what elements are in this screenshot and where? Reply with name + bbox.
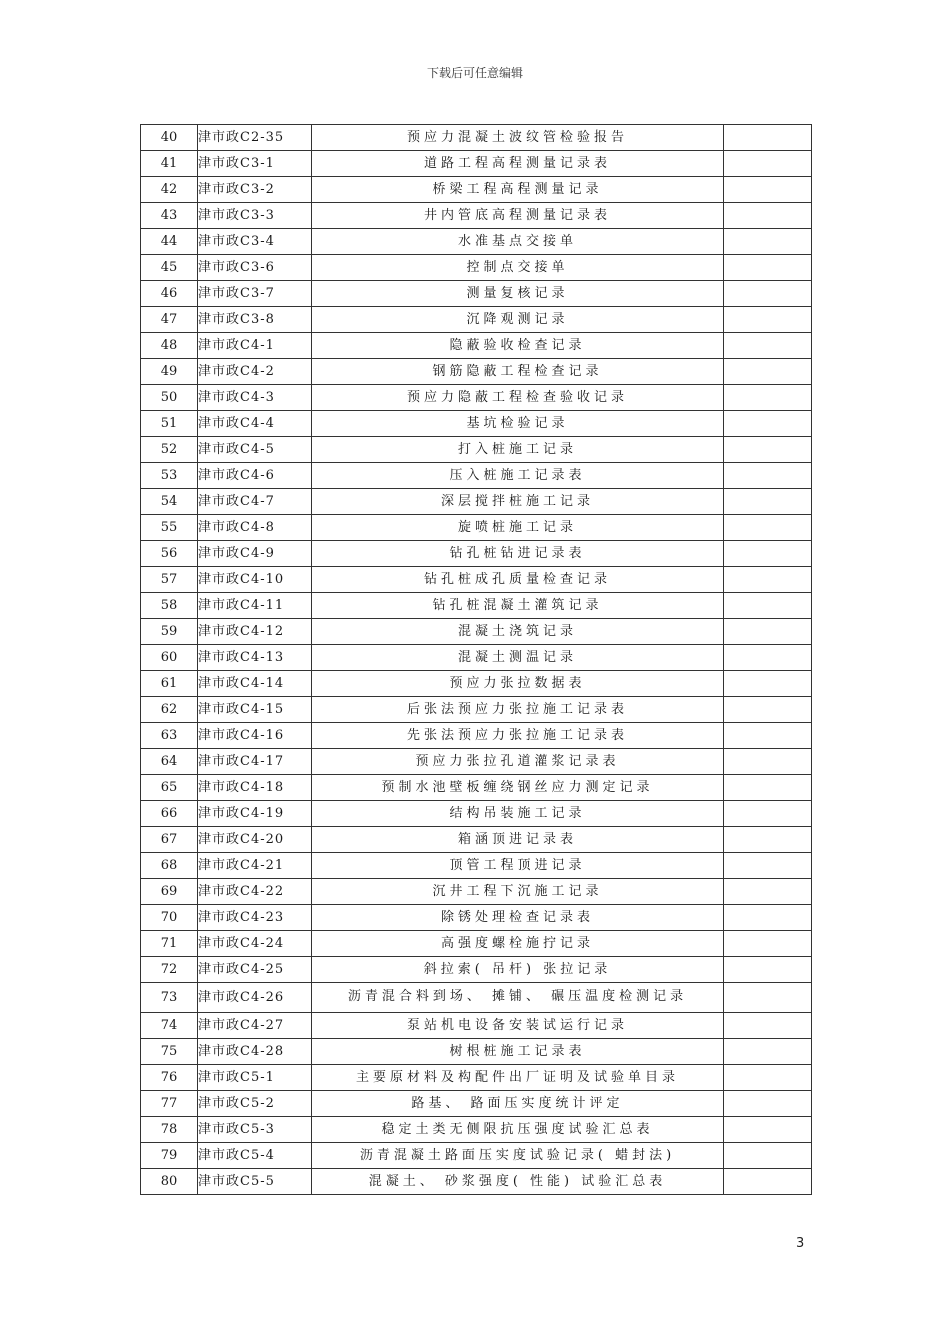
row-code: 津市政C4-23	[198, 905, 312, 931]
row-code: 津市政C4-27	[198, 1012, 312, 1038]
row-note	[724, 151, 812, 177]
table-row	[141, 801, 812, 827]
row-name: 隐蔽验收检查记录	[312, 333, 724, 359]
row-number: 49	[141, 359, 198, 385]
table-row	[141, 723, 812, 749]
row-name: 预应力张拉孔道灌浆记录表	[312, 749, 724, 775]
row-note	[724, 541, 812, 567]
row-name: 钻孔桩钻进记录表	[312, 541, 724, 567]
row-note	[724, 489, 812, 515]
row-name: 压入桩施工记录表	[312, 463, 724, 489]
row-code: 津市政C4-14	[198, 671, 312, 697]
table-row	[141, 203, 812, 229]
table-row	[141, 671, 812, 697]
table-row	[141, 957, 812, 983]
table-row	[141, 437, 812, 463]
row-number: 70	[141, 905, 198, 931]
row-name: 箱涵顶进记录表	[312, 827, 724, 853]
row-note	[724, 203, 812, 229]
row-note	[724, 1116, 812, 1142]
table-row	[141, 567, 812, 593]
row-name: 混凝土浇筑记录	[312, 619, 724, 645]
row-number: 63	[141, 723, 198, 749]
row-code: 津市政C5-4	[198, 1142, 312, 1168]
row-name: 顶管工程顶进记录	[312, 853, 724, 879]
table-row	[141, 489, 812, 515]
table-row	[141, 229, 812, 255]
table-row	[141, 463, 812, 489]
row-code: 津市政C4-6	[198, 463, 312, 489]
document-table	[140, 124, 812, 1195]
row-code: 津市政C4-9	[198, 541, 312, 567]
row-name: 泵站机电设备安装试运行记录	[312, 1012, 724, 1038]
table-row	[141, 125, 812, 151]
row-note	[724, 775, 812, 801]
row-name: 钻孔桩成孔质量检查记录	[312, 567, 724, 593]
table-row	[141, 385, 812, 411]
table-row	[141, 905, 812, 931]
row-name: 混凝土测温记录	[312, 645, 724, 671]
row-name: 沉降观测记录	[312, 307, 724, 333]
row-note	[724, 567, 812, 593]
row-name: 混凝土、 砂浆强度( 性能) 试验汇总表	[312, 1168, 724, 1194]
row-name: 井内管底高程测量记录表	[312, 203, 724, 229]
row-name: 稳定土类无侧限抗压强度试验汇总表	[312, 1116, 724, 1142]
row-number: 45	[141, 255, 198, 281]
table-row	[141, 177, 812, 203]
row-name: 沥青混凝土路面压实度试验记录( 蜡封法)	[312, 1142, 724, 1168]
row-number: 46	[141, 281, 198, 307]
row-number: 61	[141, 671, 198, 697]
row-note	[724, 177, 812, 203]
table-row	[141, 749, 812, 775]
row-number: 48	[141, 333, 198, 359]
row-code: 津市政C4-18	[198, 775, 312, 801]
row-number: 64	[141, 749, 198, 775]
row-code: 津市政C4-7	[198, 489, 312, 515]
row-note	[724, 229, 812, 255]
row-name: 沥青混合料到场、 摊铺、 碾压温度检测记录	[312, 983, 724, 1013]
row-code: 津市政C2-35	[198, 125, 312, 151]
row-note	[724, 983, 812, 1013]
row-number: 47	[141, 307, 198, 333]
row-code: 津市政C4-1	[198, 333, 312, 359]
row-name: 后张法预应力张拉施工记录表	[312, 697, 724, 723]
table-row	[141, 359, 812, 385]
row-note	[724, 385, 812, 411]
row-note	[724, 593, 812, 619]
table-row	[141, 1142, 812, 1168]
row-number: 69	[141, 879, 198, 905]
row-number: 55	[141, 515, 198, 541]
row-number: 44	[141, 229, 198, 255]
table-row	[141, 541, 812, 567]
row-number: 54	[141, 489, 198, 515]
row-number: 80	[141, 1168, 198, 1194]
row-note	[724, 619, 812, 645]
table-row	[141, 983, 812, 1013]
row-name: 树根桩施工记录表	[312, 1038, 724, 1064]
row-note	[724, 1168, 812, 1194]
row-number: 50	[141, 385, 198, 411]
row-note	[724, 671, 812, 697]
row-number: 67	[141, 827, 198, 853]
row-note	[724, 281, 812, 307]
table-row	[141, 255, 812, 281]
row-name: 结构吊装施工记录	[312, 801, 724, 827]
row-code: 津市政C4-4	[198, 411, 312, 437]
row-number: 72	[141, 957, 198, 983]
row-name: 水准基点交接单	[312, 229, 724, 255]
row-name: 控制点交接单	[312, 255, 724, 281]
row-note	[724, 255, 812, 281]
table-row	[141, 333, 812, 359]
row-number: 71	[141, 931, 198, 957]
row-number: 65	[141, 775, 198, 801]
row-note	[724, 307, 812, 333]
row-code: 津市政C5-3	[198, 1116, 312, 1142]
row-number: 43	[141, 203, 198, 229]
table-row	[141, 1038, 812, 1064]
row-note	[724, 125, 812, 151]
table-body	[141, 125, 812, 1195]
table-row	[141, 1064, 812, 1090]
row-code: 津市政C4-19	[198, 801, 312, 827]
row-name: 旋喷桩施工记录	[312, 515, 724, 541]
row-note	[724, 1038, 812, 1064]
row-code: 津市政C3-7	[198, 281, 312, 307]
row-name: 钻孔桩混凝土灌筑记录	[312, 593, 724, 619]
row-note	[724, 1012, 812, 1038]
row-note	[724, 749, 812, 775]
row-code: 津市政C4-17	[198, 749, 312, 775]
row-name: 桥梁工程高程测量记录	[312, 177, 724, 203]
table-row	[141, 1090, 812, 1116]
row-name: 预应力隐蔽工程检查验收记录	[312, 385, 724, 411]
row-code: 津市政C4-5	[198, 437, 312, 463]
row-note	[724, 1142, 812, 1168]
row-code: 津市政C4-10	[198, 567, 312, 593]
row-code: 津市政C4-13	[198, 645, 312, 671]
row-code: 津市政C4-25	[198, 957, 312, 983]
row-code: 津市政C4-20	[198, 827, 312, 853]
row-name: 深层搅拌桩施工记录	[312, 489, 724, 515]
row-number: 74	[141, 1012, 198, 1038]
row-code: 津市政C3-1	[198, 151, 312, 177]
row-code: 津市政C3-3	[198, 203, 312, 229]
row-note	[724, 879, 812, 905]
row-code: 津市政C3-8	[198, 307, 312, 333]
row-code: 津市政C4-28	[198, 1038, 312, 1064]
row-note	[724, 437, 812, 463]
row-code: 津市政C4-2	[198, 359, 312, 385]
row-note	[724, 931, 812, 957]
row-number: 68	[141, 853, 198, 879]
row-code: 津市政C4-16	[198, 723, 312, 749]
row-number: 56	[141, 541, 198, 567]
row-number: 75	[141, 1038, 198, 1064]
row-note	[724, 827, 812, 853]
row-name: 基坑检验记录	[312, 411, 724, 437]
row-code: 津市政C5-2	[198, 1090, 312, 1116]
table-row	[141, 1168, 812, 1194]
row-code: 津市政C4-24	[198, 931, 312, 957]
row-code: 津市政C3-2	[198, 177, 312, 203]
table-row	[141, 775, 812, 801]
row-number: 60	[141, 645, 198, 671]
table-row	[141, 515, 812, 541]
row-code: 津市政C3-6	[198, 255, 312, 281]
row-name: 预应力混凝土波纹管检验报告	[312, 125, 724, 151]
table-row	[141, 151, 812, 177]
row-name: 主要原材料及构配件出厂证明及试验单目录	[312, 1064, 724, 1090]
row-note	[724, 801, 812, 827]
page-number: 3	[796, 1236, 805, 1251]
row-code: 津市政C4-22	[198, 879, 312, 905]
row-note	[724, 411, 812, 437]
row-note	[724, 723, 812, 749]
row-number: 76	[141, 1064, 198, 1090]
row-name: 斜拉索( 吊杆) 张拉记录	[312, 957, 724, 983]
row-number: 77	[141, 1090, 198, 1116]
row-number: 42	[141, 177, 198, 203]
row-note	[724, 333, 812, 359]
row-number: 78	[141, 1116, 198, 1142]
row-number: 66	[141, 801, 198, 827]
row-note	[724, 957, 812, 983]
row-number: 40	[141, 125, 198, 151]
row-note	[724, 463, 812, 489]
row-note	[724, 853, 812, 879]
row-note	[724, 515, 812, 541]
row-name: 预制水池壁板缠绕钢丝应力测定记录	[312, 775, 724, 801]
table-row	[141, 879, 812, 905]
row-number: 52	[141, 437, 198, 463]
row-note	[724, 905, 812, 931]
row-number: 58	[141, 593, 198, 619]
row-name: 预应力张拉数据表	[312, 671, 724, 697]
row-code: 津市政C4-8	[198, 515, 312, 541]
table-row	[141, 931, 812, 957]
table-row	[141, 827, 812, 853]
table-row	[141, 853, 812, 879]
row-code: 津市政C4-21	[198, 853, 312, 879]
row-note	[724, 1090, 812, 1116]
row-code: 津市政C4-26	[198, 983, 312, 1013]
row-name: 打入桩施工记录	[312, 437, 724, 463]
row-number: 73	[141, 983, 198, 1013]
row-code: 津市政C4-3	[198, 385, 312, 411]
row-number: 57	[141, 567, 198, 593]
row-note	[724, 359, 812, 385]
table-row	[141, 1116, 812, 1142]
table-row	[141, 593, 812, 619]
row-code: 津市政C5-5	[198, 1168, 312, 1194]
row-code: 津市政C4-15	[198, 697, 312, 723]
row-name: 道路工程高程测量记录表	[312, 151, 724, 177]
row-name: 路基、 路面压实度统计评定	[312, 1090, 724, 1116]
row-name: 除锈处理检查记录表	[312, 905, 724, 931]
row-code: 津市政C5-1	[198, 1064, 312, 1090]
row-name: 高强度螺栓施拧记录	[312, 931, 724, 957]
table-row	[141, 645, 812, 671]
row-name: 测量复核记录	[312, 281, 724, 307]
row-note	[724, 645, 812, 671]
row-note	[724, 1064, 812, 1090]
row-name: 钢筋隐蔽工程检查记录	[312, 359, 724, 385]
row-number: 59	[141, 619, 198, 645]
row-name: 先张法预应力张拉施工记录表	[312, 723, 724, 749]
table-row	[141, 1012, 812, 1038]
row-code: 津市政C4-11	[198, 593, 312, 619]
row-code: 津市政C4-12	[198, 619, 312, 645]
table-row	[141, 697, 812, 723]
row-note	[724, 697, 812, 723]
table-row	[141, 307, 812, 333]
row-number: 41	[141, 151, 198, 177]
table-row	[141, 619, 812, 645]
table-row	[141, 281, 812, 307]
row-number: 79	[141, 1142, 198, 1168]
row-name: 沉井工程下沉施工记录	[312, 879, 724, 905]
table-row	[141, 411, 812, 437]
row-number: 62	[141, 697, 198, 723]
row-code: 津市政C3-4	[198, 229, 312, 255]
row-number: 51	[141, 411, 198, 437]
page-header: 下载后可任意编辑	[426, 66, 523, 80]
row-number: 53	[141, 463, 198, 489]
